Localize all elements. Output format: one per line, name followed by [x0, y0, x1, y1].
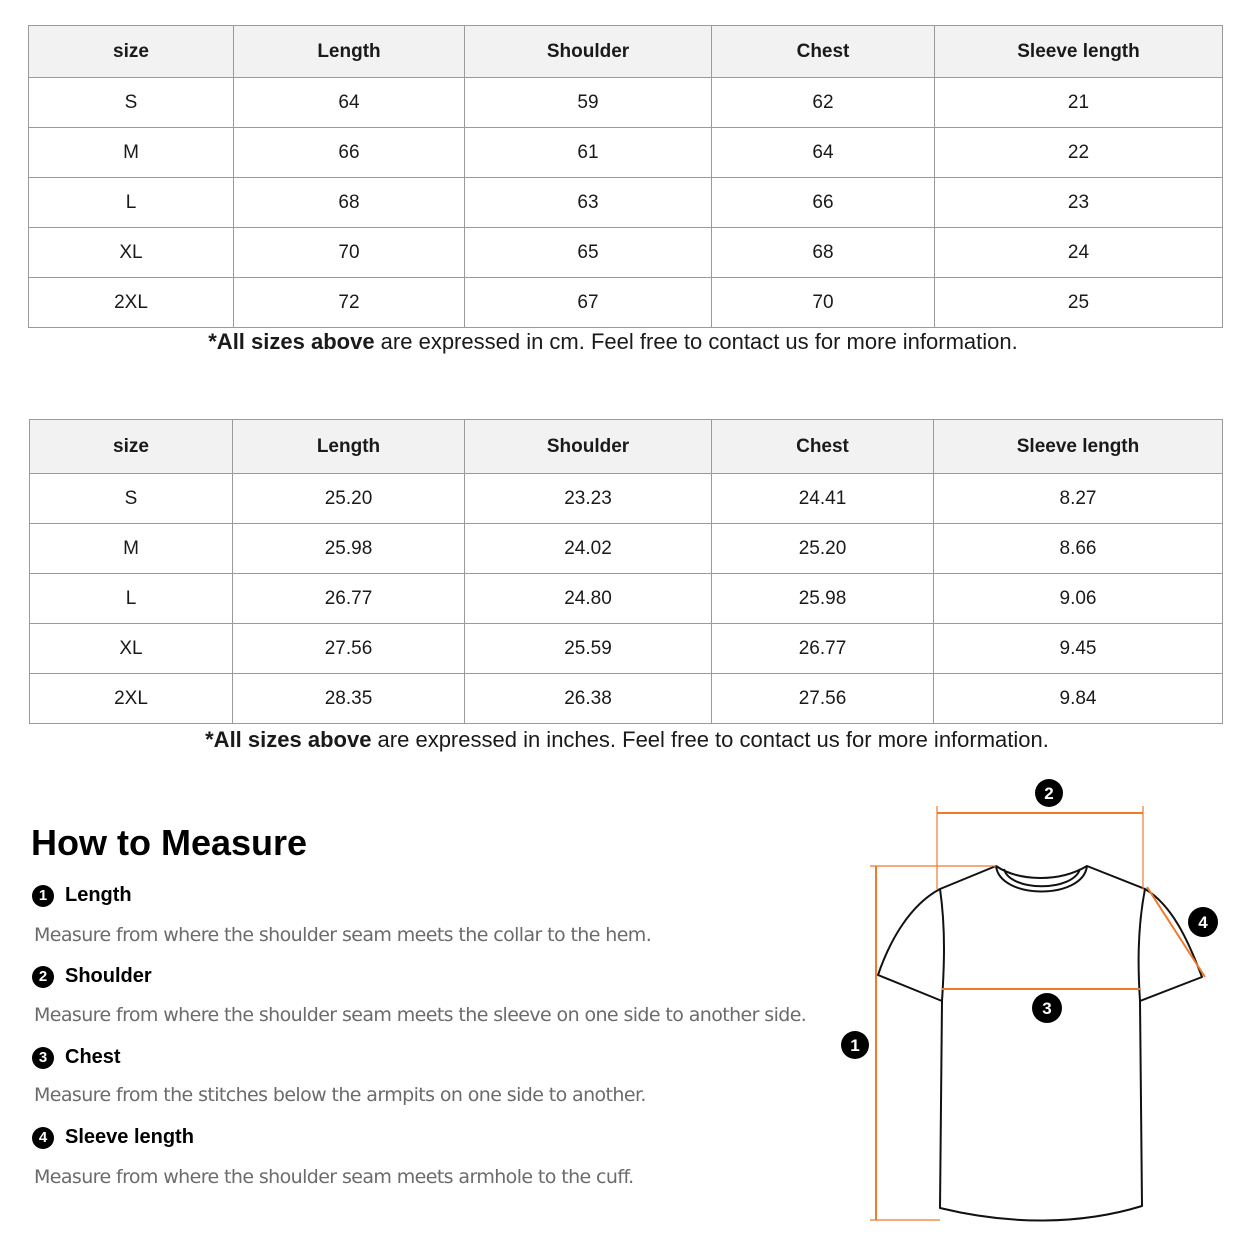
cell-size: XL [29, 228, 234, 278]
note-cm [0, 329, 1226, 355]
cell-sleeve-length: 8.66 [934, 524, 1223, 574]
header-shoulder: Shoulder [465, 26, 712, 78]
cell-chest: 66 [712, 178, 935, 228]
table-row [29, 278, 1223, 328]
table-row [30, 574, 1223, 624]
cell-shoulder: 24.02 [465, 524, 712, 574]
cell-chest: 62 [712, 78, 935, 128]
step-title: Length [65, 884, 132, 906]
table-row [29, 228, 1223, 278]
number-badge: 1 [32, 885, 54, 907]
cell-size: XL [30, 624, 233, 674]
table-row [29, 78, 1223, 128]
cell-length: 68 [234, 178, 465, 228]
table-row [29, 128, 1223, 178]
cell-shoulder: 63 [465, 178, 712, 228]
step-description: Measure from where the shoulder seam meets armhole to the cuff. [34, 1166, 634, 1188]
cell-length: 25.98 [233, 524, 465, 574]
header-sleeve-length: Sleeve length [934, 420, 1223, 474]
step-title: Chest [65, 1046, 121, 1068]
cell-length: 70 [234, 228, 465, 278]
marker-shoulder [1035, 779, 1063, 807]
cell-chest: 25.98 [712, 574, 934, 624]
header-size: size [29, 26, 234, 78]
cell-chest: 26.77 [712, 624, 934, 674]
table-row [30, 524, 1223, 574]
cell-sleeve-length: 9.06 [934, 574, 1223, 624]
header-sleeve-length: Sleeve length [935, 26, 1223, 78]
step-title: Shoulder [65, 965, 152, 987]
table-header-row [29, 26, 1223, 78]
step-sleeve-length [32, 1126, 194, 1149]
marker-sleeve-length [1188, 907, 1218, 937]
note-text: are expressed in cm. Feel free to contact us for more information. [374, 329, 1018, 354]
cell-chest: 24.41 [712, 474, 934, 524]
step-description: Measure from where the shoulder seam meets the collar to the hem. [34, 924, 652, 946]
header-size: size [30, 420, 233, 474]
cell-size: M [29, 128, 234, 178]
cell-size: L [30, 574, 233, 624]
table-row [29, 178, 1223, 228]
cell-shoulder: 61 [465, 128, 712, 178]
cell-length: 26.77 [233, 574, 465, 624]
how-to-measure-title: How to Measure [31, 822, 308, 863]
marker-chest [1032, 993, 1062, 1023]
cell-sleeve-length: 23 [935, 178, 1223, 228]
note-bold: *All sizes above [205, 727, 372, 752]
marker-label: 2 [1044, 784, 1054, 803]
size-table-inches [29, 419, 1223, 724]
cell-length: 64 [234, 78, 465, 128]
cell-length: 27.56 [233, 624, 465, 674]
cell-sleeve-length: 9.45 [934, 624, 1223, 674]
cell-shoulder: 26.38 [465, 674, 712, 724]
cell-shoulder: 23.23 [465, 474, 712, 524]
cell-shoulder: 59 [465, 78, 712, 128]
step-chest [32, 1046, 121, 1069]
cell-sleeve-length: 24 [935, 228, 1223, 278]
cell-size: M [30, 524, 233, 574]
table-row [30, 674, 1223, 724]
header-chest: Chest [712, 420, 934, 474]
cell-size: 2XL [29, 278, 234, 328]
cell-length: 25.20 [233, 474, 465, 524]
size-table-cm [28, 25, 1223, 328]
note-text: are expressed in inches. Feel free to contact us for more information. [371, 727, 1049, 752]
header-chest: Chest [712, 26, 935, 78]
table-row [30, 624, 1223, 674]
marker-label: 1 [850, 1036, 860, 1055]
header-length: Length [233, 420, 465, 474]
number-badge: 3 [32, 1047, 54, 1069]
cell-shoulder: 24.80 [465, 574, 712, 624]
cell-size: L [29, 178, 234, 228]
cell-chest: 64 [712, 128, 935, 178]
header-shoulder: Shoulder [465, 420, 712, 474]
table-row [30, 474, 1223, 524]
cell-shoulder: 67 [465, 278, 712, 328]
number-badge: 2 [32, 966, 54, 988]
cell-sleeve-length: 8.27 [934, 474, 1223, 524]
step-length [32, 884, 132, 907]
cell-sleeve-length: 25 [935, 278, 1223, 328]
tshirt-icon [878, 866, 1202, 1221]
cell-length: 66 [234, 128, 465, 178]
cell-shoulder: 25.59 [465, 624, 712, 674]
cell-chest: 27.56 [712, 674, 934, 724]
cell-sleeve-length: 9.84 [934, 674, 1223, 724]
cell-chest: 70 [712, 278, 935, 328]
marker-length [841, 1031, 869, 1059]
cell-length: 72 [234, 278, 465, 328]
marker-label: 4 [1198, 913, 1208, 932]
cell-chest: 68 [712, 228, 935, 278]
step-description: Measure from where the shoulder seam meets the sleeve on one side to another side. [34, 1004, 807, 1026]
note-inches [0, 727, 1254, 753]
header-length: Length [234, 26, 465, 78]
cell-size: S [29, 78, 234, 128]
marker-label: 3 [1042, 999, 1052, 1018]
cell-chest: 25.20 [712, 524, 934, 574]
cell-size: S [30, 474, 233, 524]
step-title: Sleeve length [65, 1126, 194, 1148]
cell-sleeve-length: 21 [935, 78, 1223, 128]
table-header-row [30, 420, 1223, 474]
note-bold: *All sizes above [208, 329, 375, 354]
step-description: Measure from the stitches below the armpits on one side to another. [34, 1084, 646, 1106]
number-badge: 4 [32, 1127, 54, 1149]
cell-shoulder: 65 [465, 228, 712, 278]
cell-size: 2XL [30, 674, 233, 724]
step-shoulder [32, 965, 152, 988]
tshirt-measurement-diagram [830, 770, 1230, 1230]
cell-sleeve-length: 22 [935, 128, 1223, 178]
cell-length: 28.35 [233, 674, 465, 724]
